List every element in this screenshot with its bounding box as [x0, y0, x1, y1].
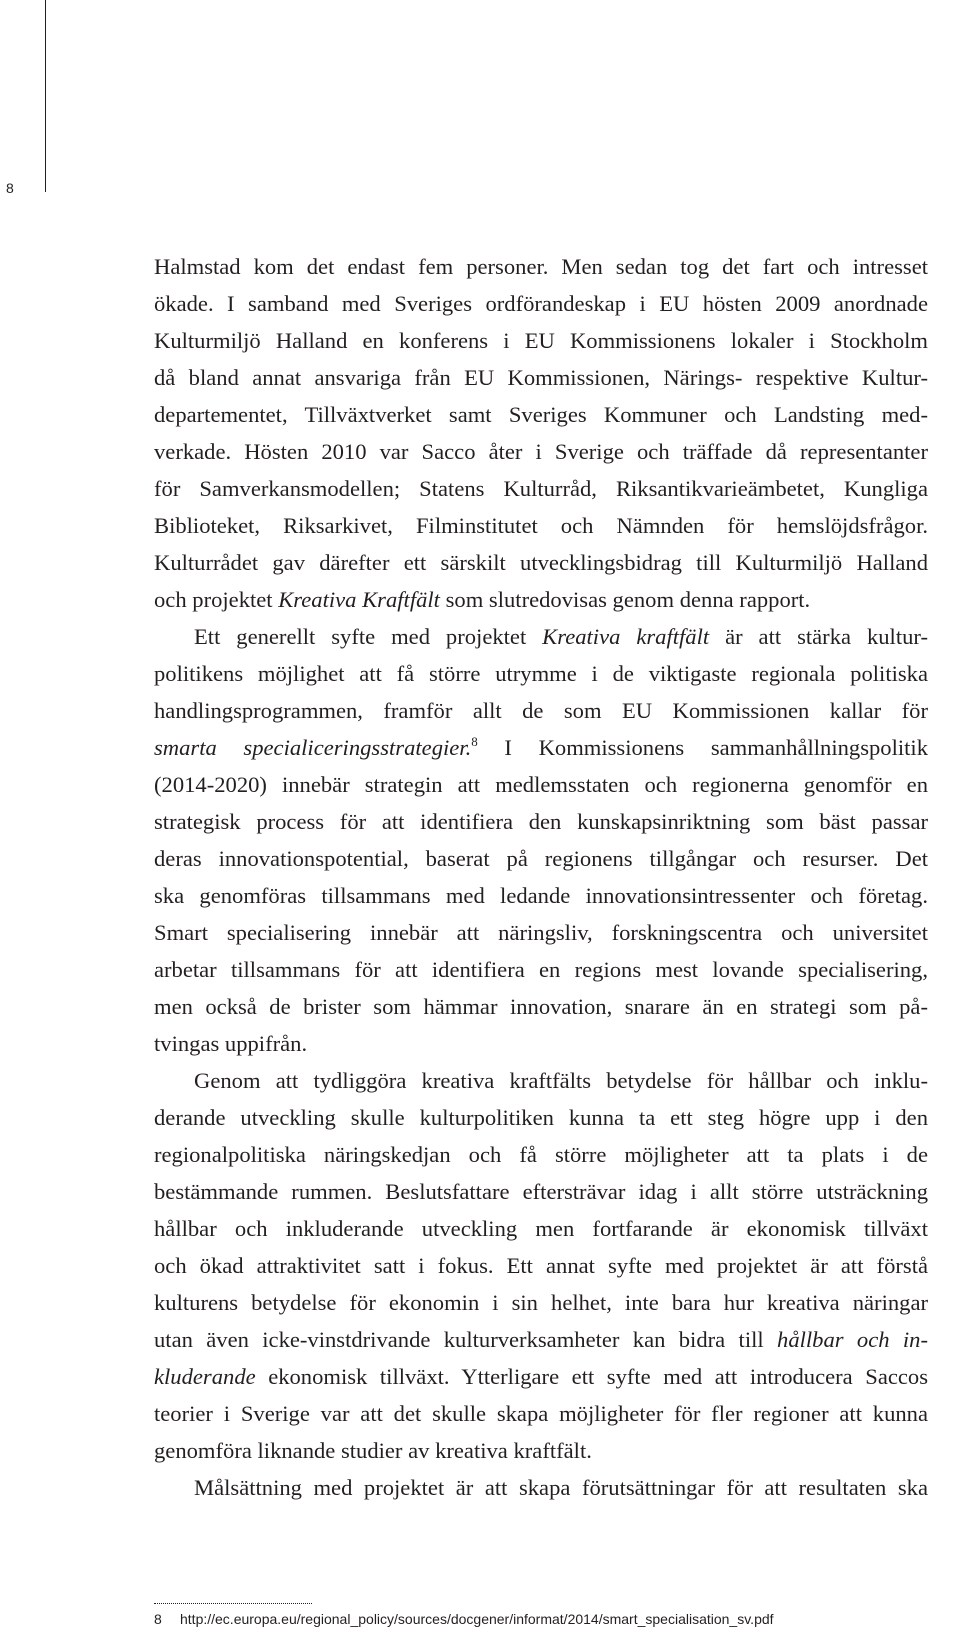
text-span: som slutredovisas genom denna rapport. — [439, 587, 811, 612]
text-span: Kulturmiljö Halland en konferens i EU Kommissionens lokaler i Stockholm — [154, 328, 928, 353]
text-span: regionalpolitiska näringskedjan och få större möjligheter att ta plats i de — [154, 1142, 928, 1167]
italic-text: kluderande — [154, 1364, 256, 1389]
footnote — [154, 1611, 934, 1627]
text-line — [154, 433, 928, 470]
text-line — [154, 655, 928, 692]
text-line — [154, 396, 928, 433]
text-line — [154, 803, 928, 840]
text-span: Ett generellt syfte med projektet — [194, 624, 543, 649]
text-line — [154, 877, 928, 914]
italic-text: hållbar och in- — [777, 1327, 928, 1352]
text-span: utan även icke-vinstdrivande kulturverksamheter kan bidra till — [154, 1327, 778, 1352]
text-span: tvingas uppifrån. — [154, 1031, 308, 1056]
text-span: Kulturrådet gav därefter ett särskilt utvecklingsbidrag till Kulturmiljö Halland — [154, 550, 928, 575]
text-span: Halmstad kom det endast fem personer. Men sedan tog det fart och intresset — [154, 254, 928, 279]
text-span: Smart specialisering innebär att näringsliv, forskningscentra och universitet — [154, 920, 928, 945]
text-line — [154, 1173, 928, 1210]
margin-rule — [45, 0, 46, 192]
text-line — [154, 248, 928, 285]
text-span: (2014-2020) innebär strategin att medlemsstaten och regionerna genomför en — [154, 772, 928, 797]
paragraph — [154, 1469, 928, 1506]
text-line — [154, 988, 928, 1025]
text-line — [154, 1099, 928, 1136]
text-span: ska genomföras tillsammans med ledande innovationsintressenter och företag. — [154, 883, 928, 908]
italic-text: Kreativa Kraftfält — [278, 587, 440, 612]
text-line — [154, 1062, 928, 1099]
text-line — [154, 1358, 928, 1395]
paragraph — [154, 1062, 928, 1469]
text-span: strategisk process för att identifiera den kunskapsinriktning som bäst passar — [154, 809, 928, 834]
text-span: för Samverkansmodellen; Statens Kulturråd, Riksantikvarieämbetet, Kungliga — [154, 476, 928, 501]
text-span: Målsättning med projektet är att skapa förutsättningar för att resultaten ska — [194, 1475, 928, 1500]
text-span: verkade. Hösten 2010 var Sacco åter i Sverige och träffade då representanter — [154, 439, 928, 464]
text-span: I Kommissionens sammanhållningspolitik — [477, 735, 928, 760]
text-span: och ökad attraktivitet satt i fokus. Ett annat syfte med projektet är att förstå — [154, 1253, 928, 1278]
text-span: bestämmande rummen. Beslutsfattare eftersträvar idag i allt större utsträckning — [154, 1179, 928, 1204]
text-line — [154, 1469, 928, 1506]
text-line — [154, 840, 928, 877]
text-span: derande utveckling skulle kulturpolitiken kunna ta ett steg högre upp i den — [154, 1105, 928, 1130]
text-span: hållbar och inkluderande utveckling men fortfarande är ekonomisk tillväxt — [154, 1216, 928, 1241]
text-line — [154, 692, 928, 729]
footnote-ref: 8 — [471, 734, 478, 749]
text-line — [154, 1136, 928, 1173]
text-span: teorier i Sverige var att det skulle skapa möjligheter för fler regioner att kunna — [154, 1401, 928, 1426]
text-span: då bland annat ansvariga från EU Kommissionen, Närings- respektive Kultur- — [154, 365, 928, 390]
text-line — [154, 951, 928, 988]
text-line — [154, 544, 928, 581]
text-line — [154, 1247, 928, 1284]
text-span: handlingsprogrammen, framför allt de som EU Kommissionen kallar för — [154, 698, 928, 723]
text-span: politikens möjlighet att få större utrymme i de viktigaste regionala politiska — [154, 661, 928, 686]
italic-text: Kreativa kraftfält — [542, 624, 710, 649]
text-line — [154, 322, 928, 359]
paragraph — [154, 248, 928, 618]
text-line — [154, 1395, 928, 1432]
text-line — [154, 507, 928, 544]
text-span: ekonomisk tillväxt. Ytterligare ett syfte med att introducera Saccos — [255, 1364, 928, 1389]
text-line — [154, 1210, 928, 1247]
footnote-number: 8 — [154, 1611, 162, 1627]
text-line — [154, 470, 928, 507]
paragraph — [154, 618, 928, 1062]
text-span: genomföra liknande studier av kreativa kraftfält. — [154, 1438, 592, 1463]
text-span: arbetar tillsammans för att identifiera en regions mest lovande specialisering, — [154, 957, 928, 982]
text-line — [154, 1284, 928, 1321]
text-line — [154, 359, 928, 396]
text-span: ökade. I samband med Sveriges ordförandeskap i EU hösten 2009 anordnade — [154, 291, 928, 316]
text-line — [154, 1432, 928, 1469]
text-span: men också de brister som hämmar innovation, snarare än en strategi som på- — [154, 994, 928, 1019]
text-line — [154, 729, 928, 766]
footnote-divider — [154, 1603, 312, 1604]
text-line — [154, 914, 928, 951]
text-line — [154, 766, 928, 803]
text-line — [154, 1321, 928, 1358]
text-line — [154, 285, 928, 322]
text-span: och projektet — [154, 587, 279, 612]
text-line — [154, 1025, 928, 1062]
text-span: kulturens betydelse för ekonomin i sin helhet, inte bara hur kreativa näringar — [154, 1290, 928, 1315]
body-text — [154, 248, 928, 1506]
text-span: Genom att tydliggöra kreativa kraftfälts betydelse för hållbar och inklu- — [194, 1068, 928, 1093]
text-line — [154, 618, 928, 655]
page-number: 8 — [6, 180, 14, 196]
text-span: departementet, Tillväxtverket samt Sveriges Kommuner och Landsting med- — [154, 402, 928, 427]
italic-text: smarta specialiceringsstrategier. — [154, 735, 472, 760]
footnote-link[interactable]: http://ec.europa.eu/regional_policy/sources/docgener/informat/2014/smart_specialisation_sv.pdf — [180, 1611, 774, 1627]
text-line — [154, 581, 928, 618]
text-span: Biblioteket, Riksarkivet, Filminstitutet och Nämnden för hemslöjdsfrågor. — [154, 513, 928, 538]
text-span: deras innovationspotential, baserat på regionens tillgångar och resurser. Det — [154, 846, 928, 871]
text-span: är att stärka kultur- — [709, 624, 928, 649]
